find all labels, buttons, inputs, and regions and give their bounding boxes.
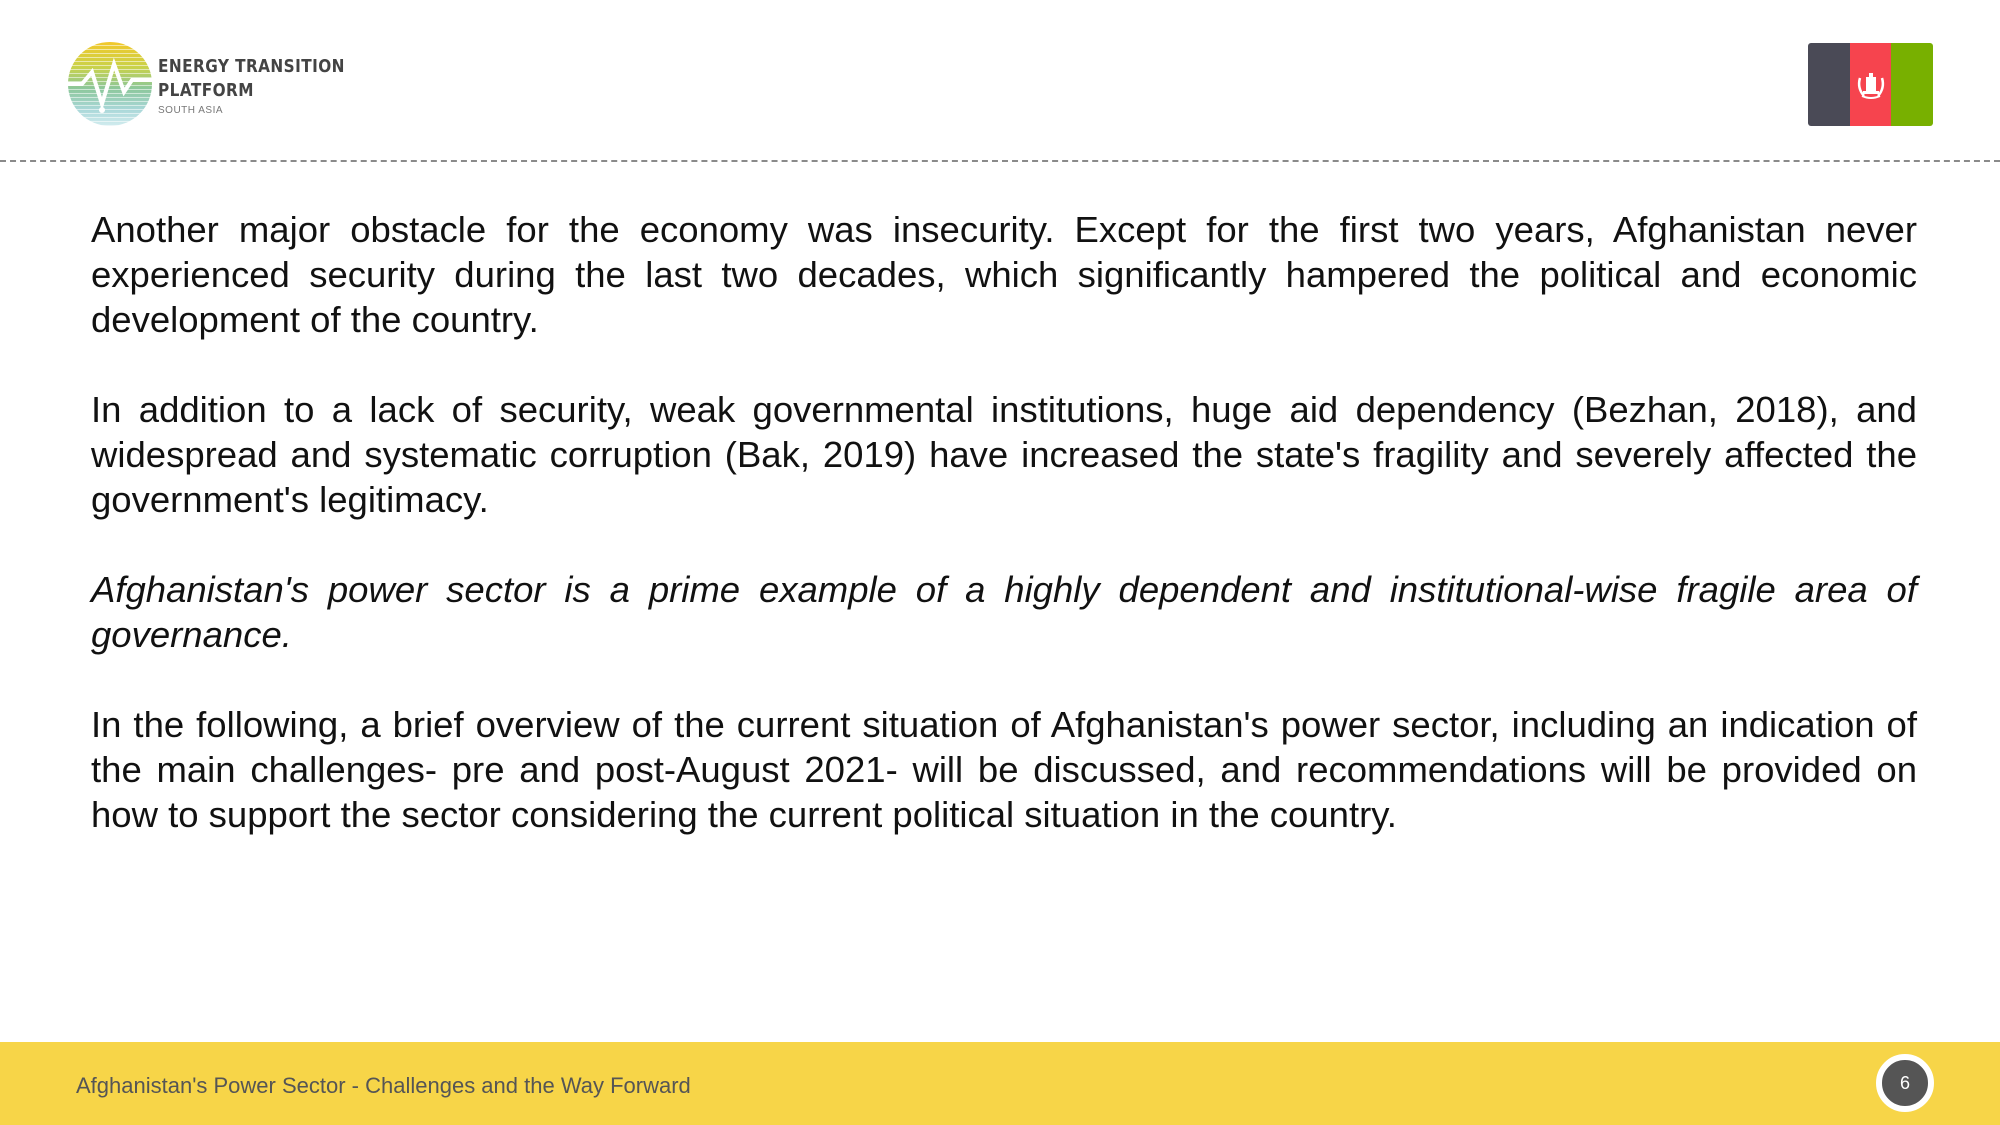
page-number-badge: 6 (1876, 1054, 1934, 1112)
afghanistan-flag-icon (1808, 43, 1933, 126)
paragraph-power-sector-emphasis: Afghanistan's power sector is a prime example of a highly dependent and institutional-wise fragile area of governance. (91, 569, 1917, 655)
paragraph-institutions: In addition to a lack of security, weak governmental institutions, huge aid dependency (Bezhan, 2018), and widespread and systematic corruption (Bak, 2019) have increased the state's fragility and severely affected the government's legitimacy. (91, 389, 1917, 520)
logo-text-line3: SOUTH ASIA (158, 105, 224, 116)
logo-text-line1: ENERGY TRANSITION (158, 56, 345, 77)
footer-bar (0, 1042, 2000, 1125)
footer-title: Afghanistan's Power Sector - Challenges and the Way Forward (76, 1073, 691, 1098)
logo-emblem-icon (68, 42, 152, 126)
paragraph-insecurity: Another major obstacle for the economy was insecurity. Except for the first two years, Afghanistan never experienced security during the last two decades, which significantly hampered the political and economic development of the country. (91, 209, 1917, 340)
emblem-icon (1854, 68, 1888, 102)
logo-text-line2: PLATFORM (158, 80, 254, 101)
paragraph-overview: In the following, a brief overview of the current situation of Afghanistan's power sector, including an indication of the main challenges- pre and post-August 2021- will be discussed, and recommendations will be provided on how to support the sector considering the current political situation in the country. (91, 704, 1917, 835)
slide-body (91, 207, 1917, 882)
energy-transition-platform-logo (68, 40, 358, 130)
header-divider (0, 160, 2000, 162)
